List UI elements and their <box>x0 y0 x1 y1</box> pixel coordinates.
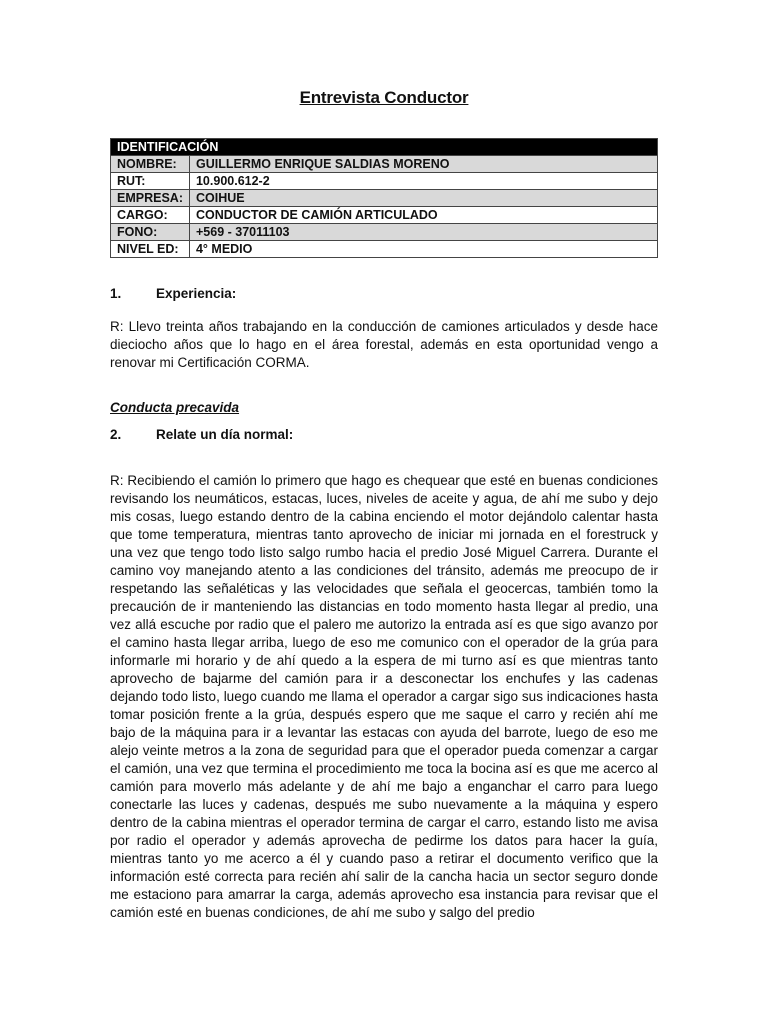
row-value: COIHUE <box>189 190 657 207</box>
table-row <box>111 207 658 224</box>
question-label: Experiencia: <box>156 286 237 301</box>
row-label: RUT: <box>111 173 190 190</box>
table-header: IDENTIFICACIÓN <box>111 139 658 156</box>
row-label: NIVEL ED: <box>111 241 190 258</box>
row-label: CARGO: <box>111 207 190 224</box>
question-2 <box>110 427 293 442</box>
row-label: FONO: <box>111 224 190 241</box>
row-label: EMPRESA: <box>111 190 190 207</box>
question-1 <box>110 286 236 301</box>
table-row <box>111 190 658 207</box>
row-value: 10.900.612-2 <box>189 173 657 190</box>
table-row <box>111 241 658 258</box>
document-title: Entrevista Conductor <box>299 88 469 107</box>
table-row <box>111 156 658 173</box>
row-value: GUILLERMO ENRIQUE SALDIAS MORENO <box>189 156 657 173</box>
table-row <box>111 173 658 190</box>
table-row <box>111 224 658 241</box>
section-heading: Conducta precavida <box>110 400 240 415</box>
answer-2: R: Recibiendo el camión lo primero que hago es chequear que esté en buenas condiciones revisando los neumáticos, estacas, luces, niveles de aceite y agua, de ahí me subo y dejo mis cosas, luego estando dentro de la cabina enciendo el motor dejándolo calentar hasta que tome temperatura, mientras tanto aprovecho de iniciar mi jornada en el forestruck y una vez que tengo todo listo salgo rumbo hacia el predio José Miguel Carrera. Durante el camino voy manejando atento a las condiciones del tránsito, además me preocupo de ir respetando las señaléticas y las velocidades que señala el geocercas, también tomo la precaución de ir manteniendo las distancias en todo momento hasta llegar al predio, una vez allá escuche por radio que el palero me autorizo la entrada así es que sigo avanzo por el camino hasta llegar arriba, luego de eso me comunico con el operador de la grúa para informarle mi horario y de ahí quedo a la espera de mi turno así es que mientras tanto aprovecho de bajarme del camión para ir a desconectar los enchufes y las cadenas dejando todo listo, luego cuando me llama el operador a cargar sigo sus indicaciones hasta tomar posición frente a la grúa, después espero que me saque el carro y recién ahí me bajo de la máquina para ir a levantar las estacas con ayuda del barrote, luego de eso me alejo veinte metros a la zona de seguridad para que el operador pueda comenzar a cargar el camión, una vez que termina el procedimiento me toca la bocina así es que me acerco al camión para moverlo más adelante y de ahí me bajo a enganchar el carro para luego conectarle las luces y cadenas, después me subo nuevamente a la máquina y espero dentro de la cabina mientras el operador termina de cargar el carro, estando listo me avisa por radio el operador y además aprovecha de pedirme los datos para hacer la guía, mientras tanto yo me acerco a él y cuando paso a retirar el documento verifico que la información esté correcta para recién ahí salir de la cancha hacia un sector seguro donde me estaciono para amarrar la carga, además aprovecho esa instancia para revisar que el camión esté en buenas condiciones, de ahí me subo y salgo del predio <box>110 473 658 920</box>
question-number: 2. <box>110 427 122 442</box>
row-value: +569 - 37011103 <box>189 224 657 241</box>
identification-table <box>110 138 658 258</box>
question-number: 1. <box>110 286 122 301</box>
question-label: Relate un día normal: <box>156 427 294 442</box>
row-value: 4° MEDIO <box>189 241 657 258</box>
table-header-row <box>111 139 658 156</box>
row-label: NOMBRE: <box>111 156 190 173</box>
row-value: CONDUCTOR DE CAMIÓN ARTICULADO <box>189 207 657 224</box>
answer-1: R: Llevo treinta años trabajando en la conducción de camiones articulados y desde hace dieciocho años que lo hago en el área forestal, además en esta oportunidad vengo a renovar mi Certificación CORMA. <box>110 319 658 370</box>
